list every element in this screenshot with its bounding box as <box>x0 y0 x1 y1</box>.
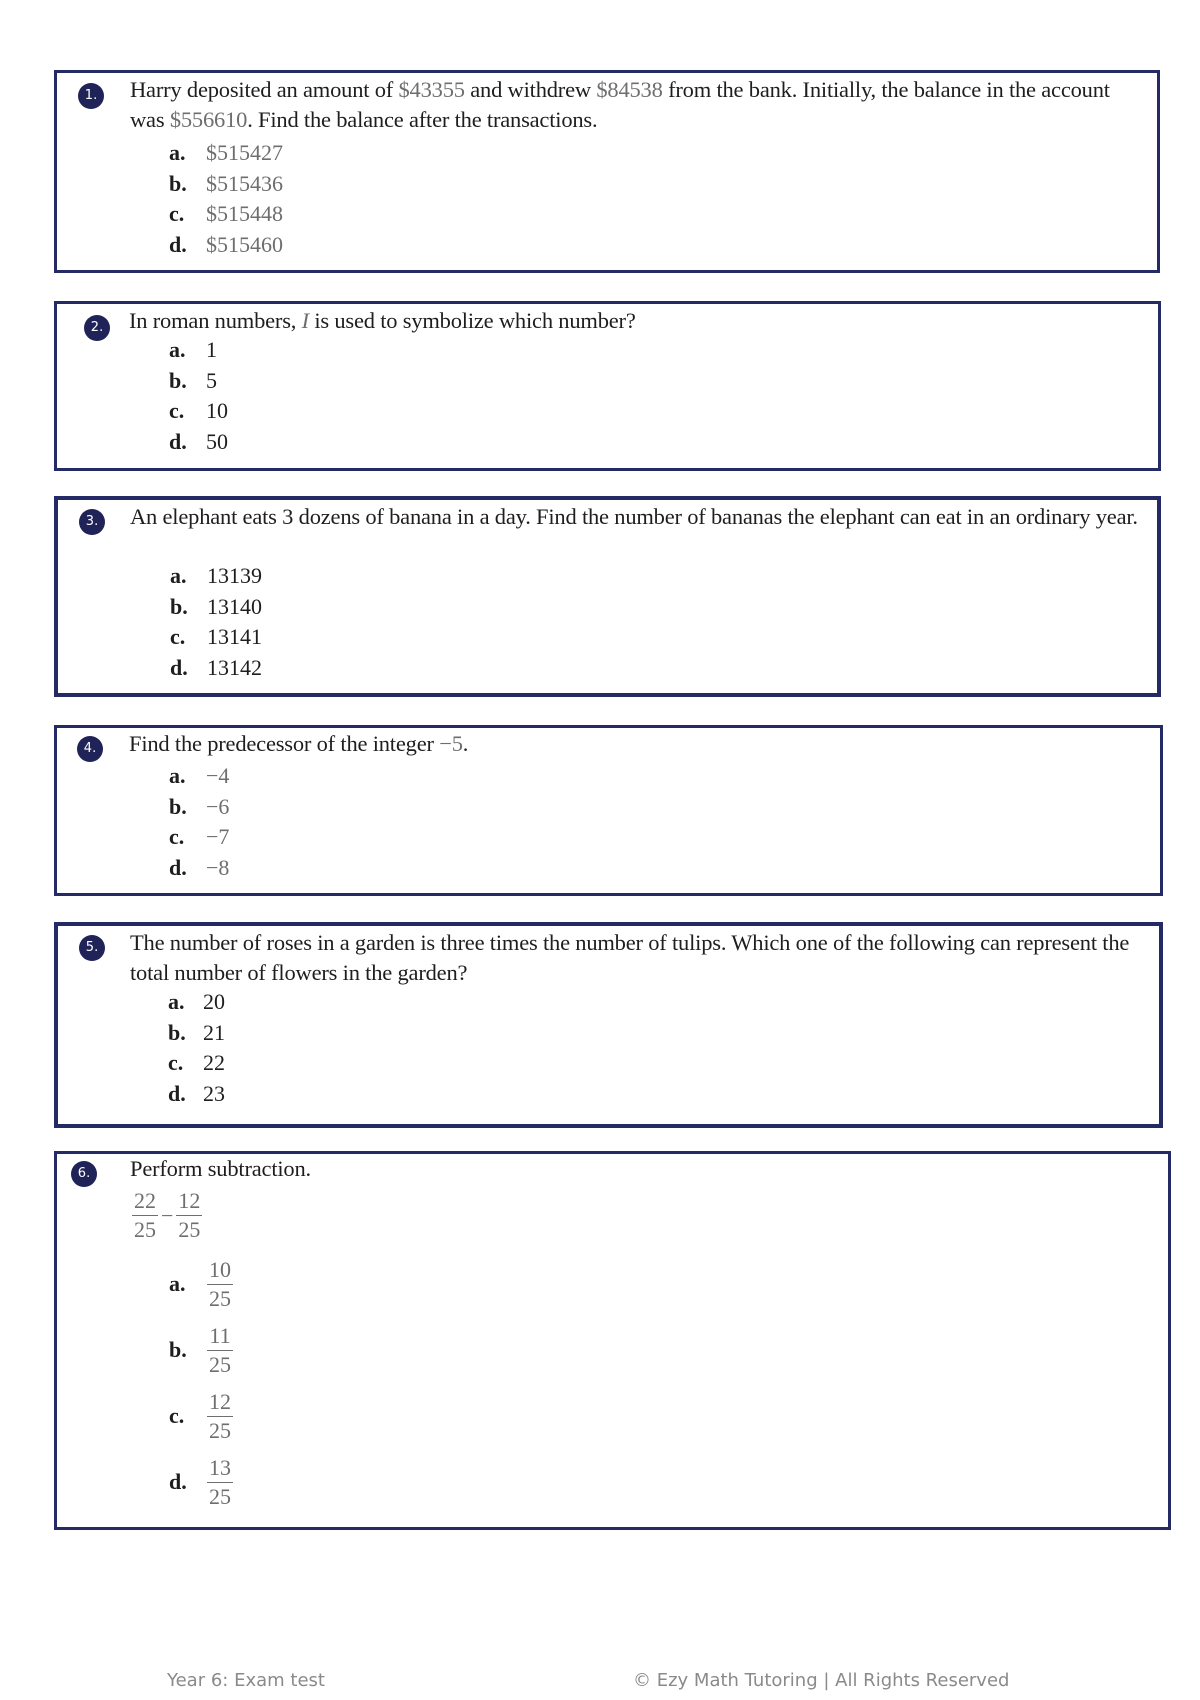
question-number-badge: 6. <box>71 1161 97 1187</box>
answer-option-d[interactable]: d. 50 <box>169 428 228 454</box>
question-number-badge: 4. <box>77 736 103 762</box>
answer-options <box>169 138 283 260</box>
question-stem: Perform subtraction. <box>130 1156 311 1181</box>
answer-option-c[interactable]: c. $\frac{12}{25}$ <box>169 1388 231 1443</box>
minus-sign: − <box>161 1202 174 1228</box>
answer-options <box>170 561 262 683</box>
answer-option-a[interactable]: a. −4 <box>169 763 230 788</box>
answer-option-a[interactable]: a. 20 <box>168 989 225 1014</box>
answer-option-a[interactable]: a. $\frac{10}{25}$ <box>169 1256 231 1311</box>
question-2-box <box>54 301 1161 471</box>
question-stem: In roman numbers, I is used to symbolize which number? <box>129 308 636 333</box>
question-6-box <box>54 1151 1171 1530</box>
question-stem: The number of roses in a garden is three times the number of tulips. Which one of the following can represent the total number of flowers in the garden? <box>130 930 1130 985</box>
answer-option-d[interactable]: d. $\frac{13}{25}$ <box>169 1454 231 1509</box>
answer-option-b[interactable]: b. 21 <box>168 1019 225 1045</box>
answer-option-c[interactable]: c. 10 <box>169 398 228 423</box>
question-5-box <box>54 922 1163 1128</box>
answer-options <box>169 335 228 457</box>
answer-options <box>169 761 229 883</box>
fraction-left: $\frac{22}{25}$ <box>134 1188 156 1242</box>
answer-option-b[interactable]: b. $\frac{11}{25}$ <box>169 1322 231 1377</box>
question-stem: Harry deposited an amount of $43355 and withdrew $84538 from the bank. Initially, the balance in the account was $556610. Find the balance after the transactions. <box>130 77 1110 132</box>
fraction: $\frac{10}{25}$ <box>209 1256 231 1311</box>
answer-option-c[interactable]: c. −7 <box>169 824 230 849</box>
question-4-box <box>54 725 1163 896</box>
question-number-badge: 3. <box>79 509 105 535</box>
question-number-badge: 5. <box>79 935 105 961</box>
answer-option-b[interactable]: b. 13140 <box>170 593 262 619</box>
fraction: $\frac{13}{25}$ <box>209 1454 231 1509</box>
answer-option-a[interactable]: a. 13139 <box>170 563 262 588</box>
question-number-badge: 1. <box>78 83 104 109</box>
fraction: $\frac{11}{25}$ <box>209 1322 231 1377</box>
question-number-badge: 2. <box>84 315 110 341</box>
subtraction-expression <box>132 1187 202 1244</box>
answer-option-a[interactable]: a. 1 <box>169 337 217 362</box>
answer-option-c[interactable]: c. $515448 <box>169 201 283 226</box>
answer-option-b[interactable]: b. 5 <box>169 367 217 393</box>
answer-option-c[interactable]: c. 22 <box>168 1050 225 1075</box>
question-stem: An elephant eats 3 dozens of banana in a day. Find the number of bananas the elephant can eat in an ordinary year. <box>130 504 1138 529</box>
footer-right: © Ezy Math Tutoring | All Rights Reserved <box>633 1670 1010 1691</box>
fraction: $\frac{12}{25}$ <box>209 1388 231 1443</box>
answer-option-b[interactable]: b. $515436 <box>169 170 283 196</box>
question-stem: Find the predecessor of the integer −5. <box>129 731 469 756</box>
answer-option-c[interactable]: c. 13141 <box>170 624 262 649</box>
fraction-right: $\frac{12}{25}$ <box>178 1188 201 1242</box>
answer-option-d[interactable]: d. 23 <box>168 1080 225 1106</box>
answer-options <box>168 987 225 1109</box>
question-1-box <box>54 70 1160 273</box>
question-3-box <box>54 496 1161 697</box>
answer-option-d[interactable]: d. −8 <box>169 854 230 880</box>
footer-left: Year 6: Exam test <box>167 1670 325 1691</box>
answer-option-d[interactable]: d. $515460 <box>169 231 283 257</box>
answer-options <box>169 1251 233 1515</box>
answer-option-d[interactable]: d. 13142 <box>170 654 262 680</box>
answer-option-a[interactable]: a. $515427 <box>169 140 283 165</box>
answer-option-b[interactable]: b. −6 <box>169 793 230 819</box>
